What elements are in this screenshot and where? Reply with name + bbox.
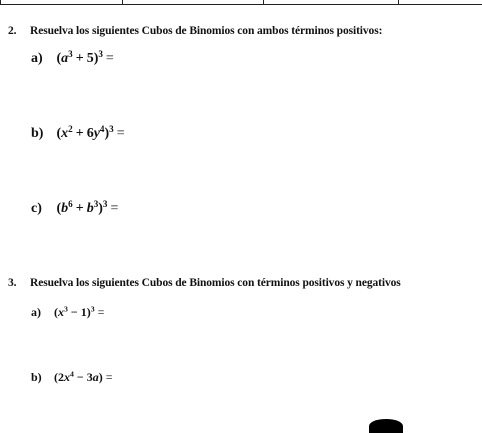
section-title: Resuelva los siguientes Cubos de Binomios con ambos términos positivos: bbox=[30, 25, 383, 37]
exercise-3a bbox=[31, 305, 107, 320]
exercise-2b bbox=[31, 126, 128, 142]
binomial-expression: $(x^2 + 6y^4)^3$ = bbox=[56, 124, 125, 141]
exercise-2a bbox=[31, 51, 117, 67]
exercise-letter: c) bbox=[31, 201, 42, 216]
table-cell-divider bbox=[398, 0, 399, 5]
table-cell-divider bbox=[122, 0, 123, 5]
binomial-expression: $(b^6 + b^3)^3$ = bbox=[56, 199, 119, 216]
section-number: 3. bbox=[8, 277, 17, 289]
section-number: 2. bbox=[8, 25, 17, 37]
exercise-3b bbox=[31, 370, 116, 385]
exercise-letter: b) bbox=[31, 126, 44, 141]
binomial-expression: $(a^3 + 5)^3$ = bbox=[56, 49, 114, 66]
table-border-line bbox=[0, 4, 482, 5]
table-bottom-border bbox=[0, 0, 482, 6]
section-2-heading bbox=[8, 25, 382, 37]
exercise-letter: b) bbox=[31, 370, 42, 384]
section-title: Resuelva los siguientes Cubos de Binomios con términos positivos y negativos bbox=[30, 277, 401, 289]
binomial-expression: $(x^3 - 1)^3$ = bbox=[54, 304, 105, 319]
table-cell-divider bbox=[0, 0, 1, 5]
section-3-heading bbox=[8, 277, 401, 289]
exercise-letter: a) bbox=[31, 51, 43, 66]
ink-blot-shape bbox=[369, 419, 403, 433]
exercise-letter: a) bbox=[31, 305, 41, 319]
binomial-expression: $(2x^4 - 3a)$ = bbox=[54, 369, 113, 384]
exercise-2c bbox=[31, 201, 121, 217]
table-cell-divider bbox=[263, 0, 264, 5]
